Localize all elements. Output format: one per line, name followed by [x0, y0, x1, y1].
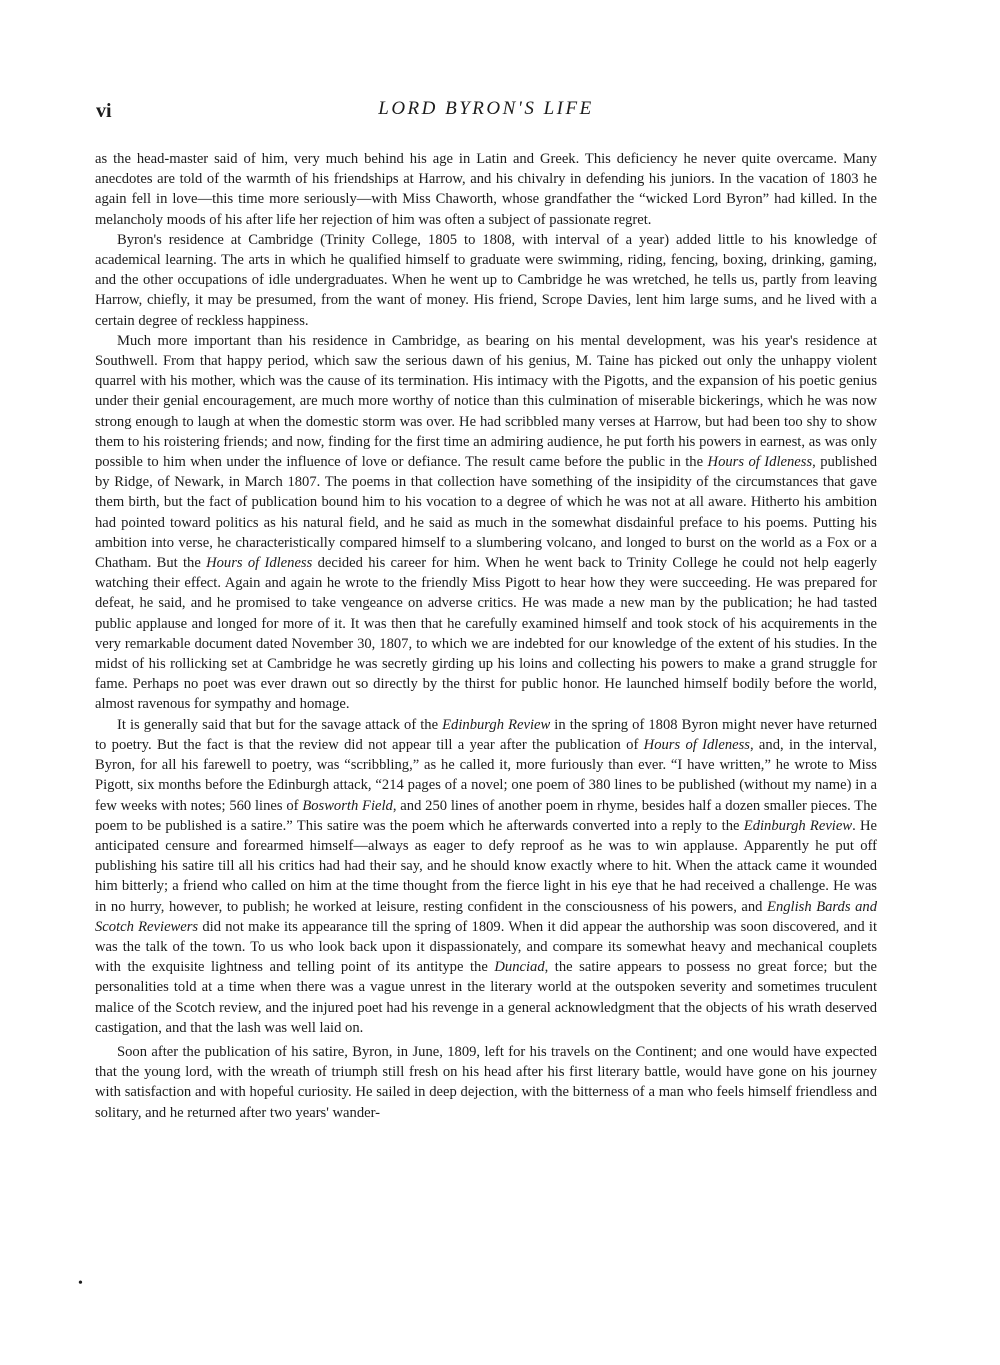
body-text [95, 149, 877, 1123]
italic-title: English Bards and Scotch Reviewers [95, 898, 877, 935]
italic-title: Dunciad [494, 959, 545, 976]
text-run: Much more important than his residence in Cambridge, as bearing on his mental development, was his year's residence at Southwell. From that happy period, which saw the serious dawn of his genius, M. Taine has picked out only the unhappy violent quarrel with his mother, which was the cause of its termination. His intimacy with the Pigotts, and the expansion of his poetic genius under their genial encouragement, are much more worthy of notice than this culmination of miserable bickerings, which he was now strong enough to laugh at when the domestic storm was over. He had scribbled many verses at Harrow, but had been too shy to show them to his roistering friends; and now, finding for the first time an admiring audience, he put forth his powers in earnest, as was only possible to him when under the influence of love or defiance. The result came before the public in the [95, 332, 877, 471]
text-run: Byron's residence at Cambridge (Trinity College, 1805 to 1808, with interval of a year) added little to his knowledge of academical learning. The arts in which he qualified himself to graduate were swimming, riding, fencing, boxing, drinking, gaming, and the other occupations of idle undergraduates. When he went up to Cambridge he was wretched, he tells us, partly from leaving Harrow, chiefly, it may be presumed, from the want of money. His friend, Scrope Davies, lent him large sums, and he lived with a certain degree of reckless happiness. [95, 231, 877, 329]
text-run: , and 250 lines of another poem in rhyme, besides half a dozen smaller pieces. The poem to be published is a satire.” This satire was the poem which he afterwards converted into a reply to the [95, 797, 877, 834]
italic-title: Bosworth Field [302, 797, 393, 814]
text-run: Soon after the publication of his satire, Byron, in June, 1809, left for his travels on the Continent; and one would have expected that the young lord, with the wreath of triumph still fresh on his head after his first literary battle, would have gone on his journey with satisfaction and with hopeful curiosity. He sailed in deep dejection, with the bitterness of a man who feels himself friendless and solitary, and he returned after two years' wander- [95, 1043, 877, 1121]
italic-title: Hours of Idleness [643, 736, 750, 753]
paragraph [95, 230, 877, 331]
text-run: did not make its appearance till the spring of 1809. When it did appear the authorship was soon discovered, and it was the talk of the town. To us who look back upon it dispassionately, and compare its somewhat heavy and mechanical couplets with the exquisite lightness and telling point of its antitype the [95, 918, 877, 976]
text-run: It is generally said that but for the savage attack of the [117, 716, 443, 733]
margin-mark: • [78, 1276, 83, 1291]
paragraph [95, 331, 877, 715]
italic-title: Edinburgh Review [743, 817, 853, 834]
italic-title: Edinburgh Review [442, 716, 551, 733]
text-run: . He anticipated censure and forearmed himself—always as eager to defy reproof as he was to win applause. Apparently he put off publishing his satire till all his critics had had their say, and he should know exactly where to hit. When the attack came it wounded him bitterly; a friend who called on him at the time thought from the fierce light in his eye that he had received a challenge. He was in no hurry, however, to publish; he worked at leisure, resting confident in the consciousness of his powers, and [95, 817, 877, 915]
page-header [96, 98, 876, 130]
paragraph [95, 715, 877, 1038]
page-number: vi [96, 100, 112, 122]
text-run: in the spring of 1808 Byron might never have returned to poetry. But the fact is that the review did not appear till a year after the publication of [95, 716, 878, 753]
text-run: decided his career for him. When he went back to Trinity College he could not help eagerly watching their effect. Again and again he wrote to the friendly Miss Pigott to hear how they were succeeding. He was prepared for defeat, he said, and he promised to take vengeance on adverse critics. He was made a new man by the publication; he had tasted public applause and longed for more of it. It was then that he carefully examined himself and took stock of his acquirements in the very remarkable document dated November 30, 1807, to which we are indebted for our knowledge of the extent of his studies. In the midst of his rollicking set at Cambridge he was secretly girding up his loins and collecting his powers to make a grand struggle for fame. Perhaps no poet was ever drawn out so directly by the thirst for public honor. He launched himself bodily before the world, almost ravenous for sympathy and homage. [95, 555, 877, 713]
text-run: , and, in the interval, Byron, for all his farewell to poetry, was “scribbling,” as he called it, more furiously than ever. “I have written,” he wrote to Miss Pigott, six months before the Edinburgh attack, “214 pages of a novel; one poem of 380 lines to be published (without my name) in a few weeks with notes; 560 lines of [95, 736, 878, 814]
text-run: as the head-master said of him, very much behind his age in Latin and Greek. This deficiency he never quite overcame. Many anecdotes are told of the warmth of his friendships at Harrow, and his chivalry in defending his juniors. In the vacation of 1803 he again fell in love—this time more seriously—with Miss Chaworth, whose grandfather the “wicked Lord Byron” had killed. In the melancholy moods of his after life her rejection of him was often a subject of passionate regret. [95, 151, 877, 228]
italic-title: Hours of Idleness [206, 555, 313, 572]
italic-title: Hours of Idleness [707, 454, 813, 471]
paragraph [95, 1042, 877, 1123]
text-run: , the satire appears to possess no great force; but the personalities told at a time when there was a vague unrest in the literary world at the outspoken severity and sometimes truculent malice of the Scotch review, and the injured poet had his revenge in a general acknowledgment that the objects of his wrath deserved castigation, and that the lash was well laid on. [95, 959, 877, 1036]
paragraph [95, 149, 877, 230]
running-title: LORD BYRON'S LIFE [378, 98, 594, 119]
text-run: , published by Ridge, of Newark, in March 1807. The poems in that collection have something of the insipidity of the circumstances that gave them birth, but the fact of publication bound him to his vocation to a degree of which he was not at all aware. Hitherto his ambition had pointed toward politics as his natural field, and he said as much in the somewhat disdainful preface to his poems. Putting his ambition into verse, he characteristically compared himself to a slumbering volcano, and longed to burst on the world as a Fox or a Chatham. But the [95, 454, 877, 572]
